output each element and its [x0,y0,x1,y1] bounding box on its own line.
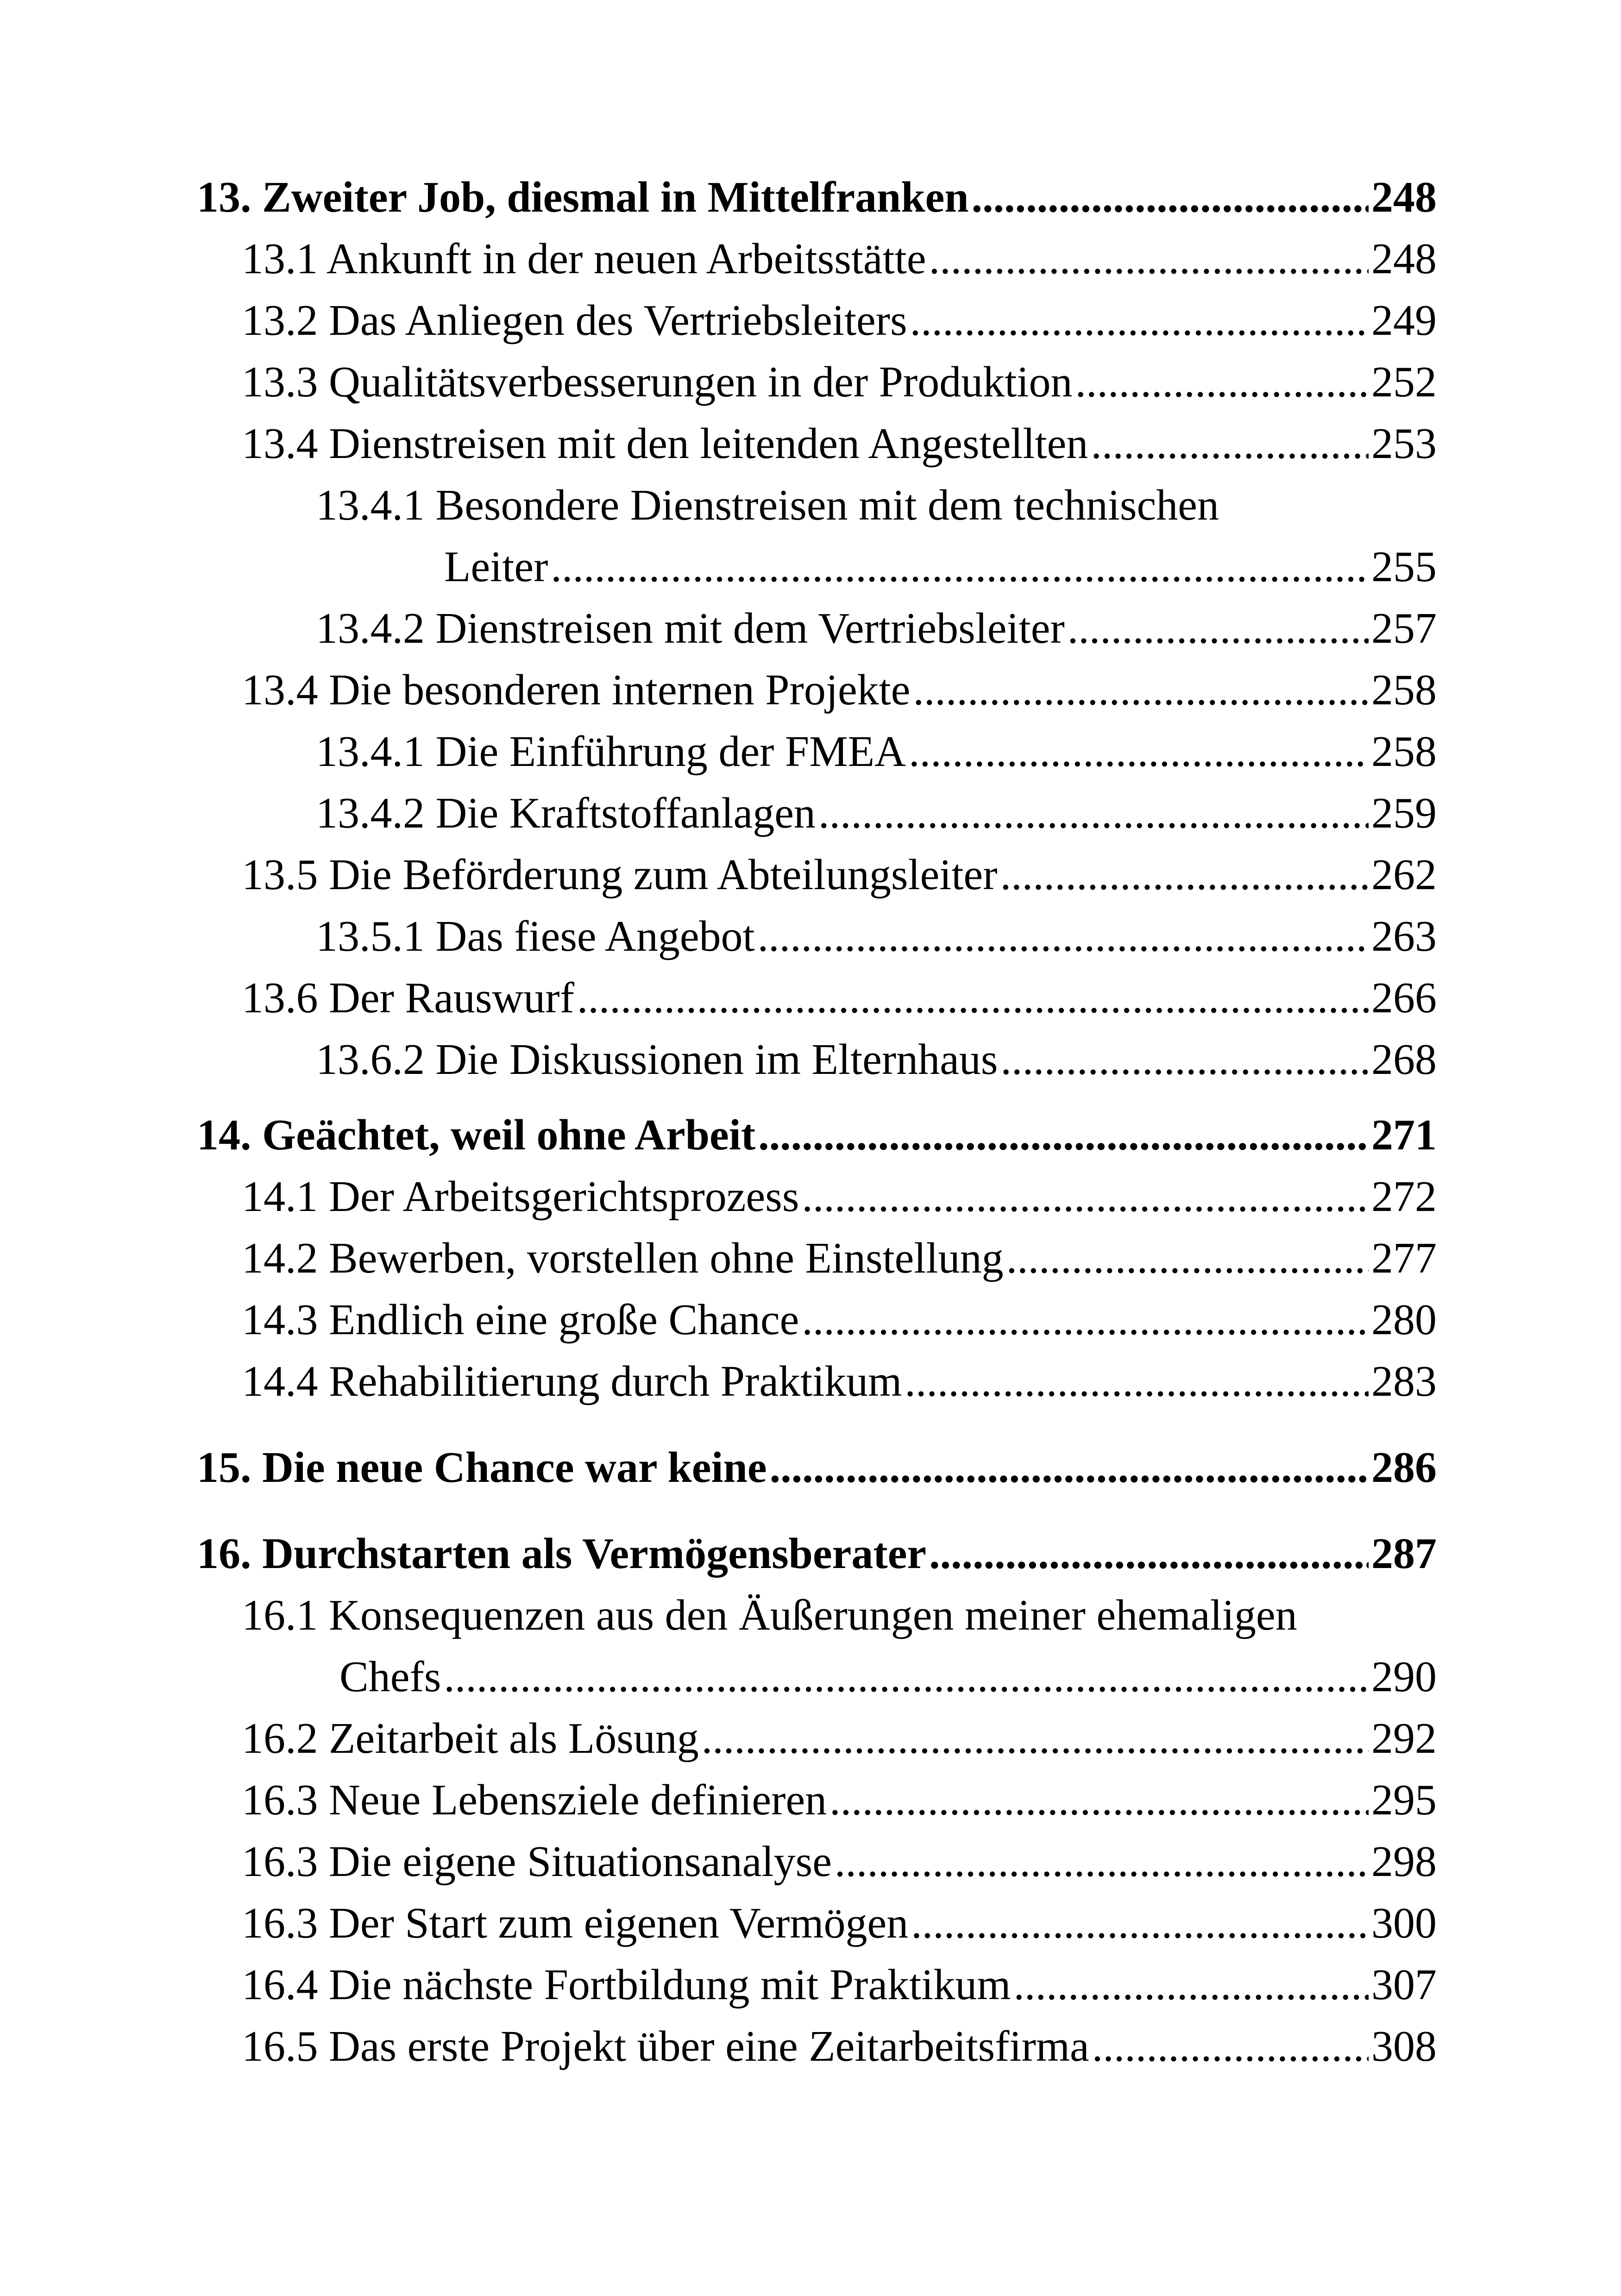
toc-page-number: 253 [1371,420,1437,468]
toc-entry-title: 13. Zweiter Job, diesmal in Mittelfranken [197,173,969,221]
dot-leader [929,226,1369,291]
toc-section-16-3a[interactable] [242,1768,1437,1832]
toc-entry-title: 16.3 Der Start zum eigenen Vermögen [242,1899,909,1947]
toc-continuation-13-4-1[interactable] [444,534,1437,599]
toc-page-number: 249 [1371,296,1437,345]
dot-leader [758,904,1369,969]
toc-entry-title: 13.4.2 Dienstreisen mit dem Vertriebsleiter [316,604,1065,652]
dot-leader [802,1164,1369,1229]
toc-entry-title: 16.2 Zeitarbeit als Lösung [242,1714,699,1763]
toc-page-number: 287 [1371,1530,1437,1578]
toc-entry-title: Chefs [339,1653,441,1701]
dot-leader [1091,411,1369,476]
toc-entry-title: 13.5.1 Das fiese Angebot [316,912,755,960]
dot-leader [770,1435,1369,1500]
toc-entry-title: 16. Durchstarten als Vermögensberater [197,1530,927,1578]
dot-leader [972,165,1369,230]
toc-page-number: 308 [1371,2022,1437,2070]
toc-entry-title: 13.4.2 Die Kraftstoffanlagen [316,789,816,837]
toc-chapter-13[interactable] [197,165,1437,230]
dot-leader [702,1706,1369,1771]
toc-section-14-4[interactable] [242,1349,1437,1414]
toc-page-number: 248 [1371,173,1437,221]
toc-section-13-4[interactable] [242,411,1437,476]
toc-page-number: 307 [1371,1961,1437,2009]
toc-entry-title: Leiter [444,543,548,591]
toc-page-number: 268 [1371,1035,1437,1084]
toc-section-14-1[interactable] [242,1164,1437,1229]
toc-chapter-14[interactable] [197,1103,1437,1167]
toc-section-13-4b[interactable] [242,658,1437,722]
toc-entry-title: 15. Die neue Chance war keine [197,1443,767,1492]
toc-page-number: 257 [1371,604,1437,652]
toc-page-number: 258 [1371,666,1437,714]
toc-page-number: 258 [1371,728,1437,776]
toc-entry-title: 14.3 Endlich eine große Chance [242,1296,799,1344]
dot-leader [905,1349,1369,1414]
toc-subsection-13-4-1[interactable] [316,473,1437,538]
toc-entry-title: 13.4.1 Besondere Dienstreisen mit dem technischen [316,481,1219,529]
toc-entry-title: 16.4 Die nächste Fortbildung mit Praktikum [242,1961,1011,2009]
toc-page-number: 283 [1371,1357,1437,1405]
toc-entry-title: 16.1 Konsequenzen aus den Äußerungen meiner ehemaligen [242,1591,1297,1639]
toc-section-13-2[interactable] [242,288,1437,353]
toc-subsection-13-6-2[interactable] [316,1027,1437,1092]
toc-entry-title: 13.3 Qualitätsverbesserungen in der Produktion [242,358,1073,406]
toc-page-number: 286 [1371,1443,1437,1492]
toc-page-number: 295 [1371,1776,1437,1824]
toc-section-16-4[interactable] [242,1952,1437,2017]
toc-page-number: 271 [1371,1111,1437,1159]
toc-entry-title: 16.5 Das erste Projekt über eine Zeitarbeitsfirma [242,2022,1089,2070]
toc-subsection-13-5-1[interactable] [316,904,1437,969]
dot-leader [909,719,1369,784]
dot-leader [1014,1952,1369,2017]
toc-entry-title: 13.6 Der Rauswurf [242,974,574,1022]
toc-page-number: 248 [1371,235,1437,283]
dot-leader [577,966,1369,1030]
toc-entry-title: 14.4 Rehabilitierung durch Praktikum [242,1357,902,1405]
toc-page-number: 280 [1371,1296,1437,1344]
dot-leader [802,1287,1369,1352]
dot-leader [1001,1027,1369,1092]
dot-leader [444,1644,1369,1709]
toc-continuation-16-1[interactable] [339,1644,1437,1709]
toc-chapter-16[interactable] [197,1521,1437,1586]
toc-entry-title: 14.2 Bewerben, vorstellen ohne Einstellung [242,1234,1004,1282]
toc-section-16-2[interactable] [242,1706,1437,1771]
toc-entry-title: 13.2 Das Anliegen des Vertriebsleiters [242,296,907,345]
toc-section-14-2[interactable] [242,1226,1437,1291]
dot-leader [758,1103,1369,1167]
toc-subsection-13-4-1b[interactable] [316,719,1437,784]
dot-leader [829,1768,1369,1832]
toc-section-16-3c[interactable] [242,1891,1437,1956]
dot-leader [911,1891,1369,1956]
toc-subsection-13-4-2[interactable] [316,596,1437,661]
toc-section-16-1[interactable] [242,1583,1437,1648]
toc-section-13-6[interactable] [242,966,1437,1030]
toc-entry-title: 13.4 Die besonderen internen Projekte [242,666,911,714]
dot-leader [835,1829,1369,1894]
toc-section-13-5[interactable] [242,842,1437,907]
toc-entry-title: 14. Geächtet, weil ohne Arbeit [197,1111,756,1159]
toc-subsection-13-4-2b[interactable] [316,781,1437,846]
toc-page-number: 266 [1371,974,1437,1022]
dot-leader [1068,596,1369,661]
dot-leader [1092,2014,1369,2079]
toc-page-number: 272 [1371,1173,1437,1221]
toc-page-number: 300 [1371,1899,1437,1947]
toc-page-number: 262 [1371,851,1437,899]
dot-leader [910,288,1369,353]
toc-page-number: 298 [1371,1838,1437,1886]
toc-section-13-3[interactable] [242,350,1437,414]
toc-page-number: 255 [1371,543,1437,591]
dot-leader [1075,350,1369,414]
toc-page-number: 252 [1371,358,1437,406]
toc-entry-title: 16.3 Neue Lebensziele definieren [242,1776,827,1824]
toc-page-number: 277 [1371,1234,1437,1282]
dot-leader [1006,1226,1369,1291]
toc-page-number: 259 [1371,789,1437,837]
toc-entry-title: 13.6.2 Die Diskussionen im Elternhaus [316,1035,998,1084]
toc-section-16-5[interactable] [242,2014,1437,2079]
toc-entry-title: 13.4 Dienstreisen mit den leitenden Angestellten [242,420,1088,468]
toc-page-number: 292 [1371,1714,1437,1763]
toc-entry-title: 13.4.1 Die Einführung der FMEA [316,728,906,776]
dot-leader [929,1521,1369,1586]
toc-page-number: 290 [1371,1653,1437,1701]
toc-entry-title: 14.1 Der Arbeitsgerichtsprozess [242,1173,799,1221]
toc-chapter-15[interactable] [197,1435,1437,1500]
toc-entry-title: 13.5 Die Beförderung zum Abteilungsleiter [242,851,998,899]
dot-leader [1000,842,1369,907]
dot-leader [818,781,1369,846]
toc-page-number: 263 [1371,912,1437,960]
toc-entry-title: 13.1 Ankunft in der neuen Arbeitsstätte [242,235,926,283]
toc-section-13-1[interactable] [242,226,1437,291]
dot-leader [551,534,1369,599]
toc-entry-title: 16.3 Die eigene Situationsanalyse [242,1838,832,1886]
toc-section-14-3[interactable] [242,1287,1437,1352]
dot-leader [913,658,1369,722]
toc-section-16-3b[interactable] [242,1829,1437,1894]
